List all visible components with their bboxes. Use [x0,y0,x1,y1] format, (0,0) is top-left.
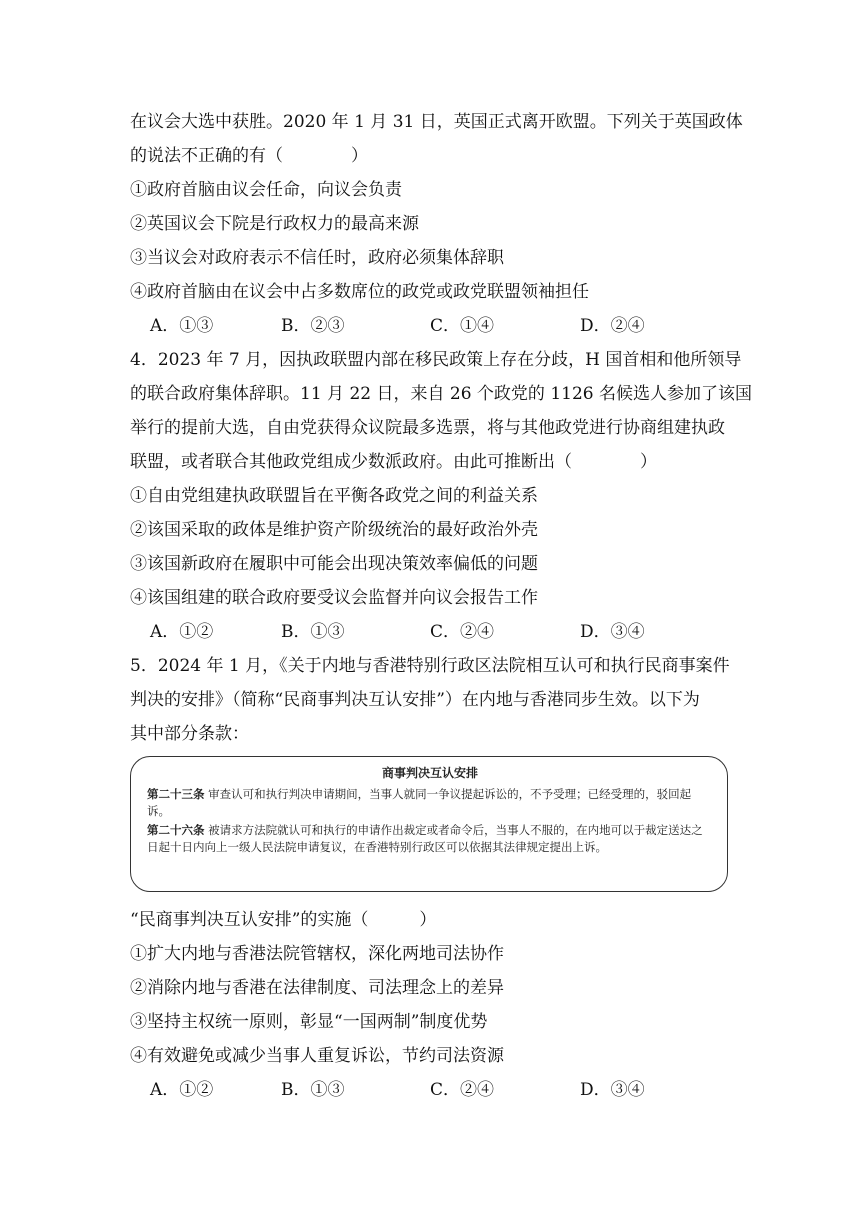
q5-stem-line-2: 判决的安排》（简称“民商事判决互认安排”）在内地与香港同步生效。以下为 [130,690,700,710]
q3-item-4: ④政府首脑由在议会中占多数席位的政党或政党联盟领袖担任 [130,282,589,302]
q5-question: “民商事判决互认安排”的实施（ ） [130,910,437,930]
q4-stem-line-2: 的联合政府集体辞职。11 月 22 日，来自 26 个政党的 1126 名候选人参加了该国 [130,384,752,404]
q4-options [150,620,710,644]
article-23 [147,786,713,820]
q5-item-1: ①扩大内地与香港法院管辖权，深化两地司法协作 [130,944,504,964]
q3-stem-line-1: 在议会大选中获胜。2020 年 1 月 31 日，英国正式离开欧盟。下列关于英国政体 [130,112,743,132]
q4-stem-line-4: 联盟，或者联合其他政党组成少数派政府。由此可推断出（ ） [130,452,657,472]
q3-option-d[interactable]: D．②④ [580,316,645,336]
q4-option-d[interactable]: D．③④ [580,622,645,642]
provision-title: 商事判决互认安排 [381,766,478,780]
q4-item-3: ③该国新政府在履职中可能会出现决策效率偏低的问题 [130,554,538,574]
article-23-label: 第二十三条 [147,787,205,801]
q5-item-2: ②消除内地与香港在法律制度、司法理念上的差异 [130,978,504,998]
q3-option-b[interactable]: B．②③ [281,316,345,336]
q4-item-4: ④该国组建的联合政府要受议会监督并向议会报告工作 [130,588,538,608]
q3-option-c[interactable]: C．①④ [430,316,495,336]
q5-stem-line-1: 5．2024 年 1 月，《关于内地与香港特别行政区法院相互认可和执行民商事案件 [130,656,730,676]
q4-option-a[interactable]: A．①② [150,622,214,642]
q5-option-b[interactable]: B．①③ [281,1080,345,1100]
provision-excerpt-box [130,756,728,892]
q5-option-d[interactable]: D．③④ [580,1080,645,1100]
q3-options [150,314,710,338]
q4-stem-line-3: 举行的提前大选，自由党获得众议院最多选票，将与其他政党进行协商组建执政 [130,418,725,438]
article-26 [147,822,713,856]
q3-option-a[interactable]: A．①③ [150,316,214,336]
q5-option-a[interactable]: A．①② [150,1080,214,1100]
q3-stem-line-2: 的说法不正确的有（ ） [130,146,368,166]
article-26-label: 第二十六条 [147,823,205,837]
q3-item-1: ①政府首脑由议会任命，向议会负责 [130,180,402,200]
q3-item-2: ②英国议会下院是行政权力的最高来源 [130,214,419,234]
q5-options [150,1078,710,1102]
q5-item-4: ④有效避免或减少当事人重复诉讼，节约司法资源 [130,1046,504,1066]
q4-item-1: ①自由党组建执政联盟旨在平衡各政党之间的利益关系 [130,486,538,506]
q3-item-3: ③当议会对政府表示不信任时，政府必须集体辞职 [130,248,504,268]
q4-option-b[interactable]: B．①③ [281,622,345,642]
q5-stem-line-3: 其中部分条款： [130,724,249,744]
q5-item-3: ③坚持主权统一原则，彰显“一国两制”制度优势 [130,1012,488,1032]
q4-stem-line-1: 4．2023 年 7 月，因执政联盟内部在移民政策上存在分歧，H 国首相和他所领导 [130,350,742,370]
article-23-text: 审查认可和执行判决申请期间，当事人就同一争议提起诉讼的，不予受理；已经受理的，驳回起诉。 [147,787,692,818]
article-26-text: 被请求方法院就认可和执行的申请作出裁定或者命令后，当事人不服的，在内地可以于裁定送达之日起十日内向上一级人民法院申请复议，在香港特别行政区可以依据其法律规定提出上诉。 [147,823,703,854]
q4-option-c[interactable]: C．②④ [430,622,495,642]
q5-option-c[interactable]: C．②④ [430,1080,495,1100]
q4-item-2: ②该国采取的政体是维护资产阶级统治的最好政治外壳 [130,520,538,540]
